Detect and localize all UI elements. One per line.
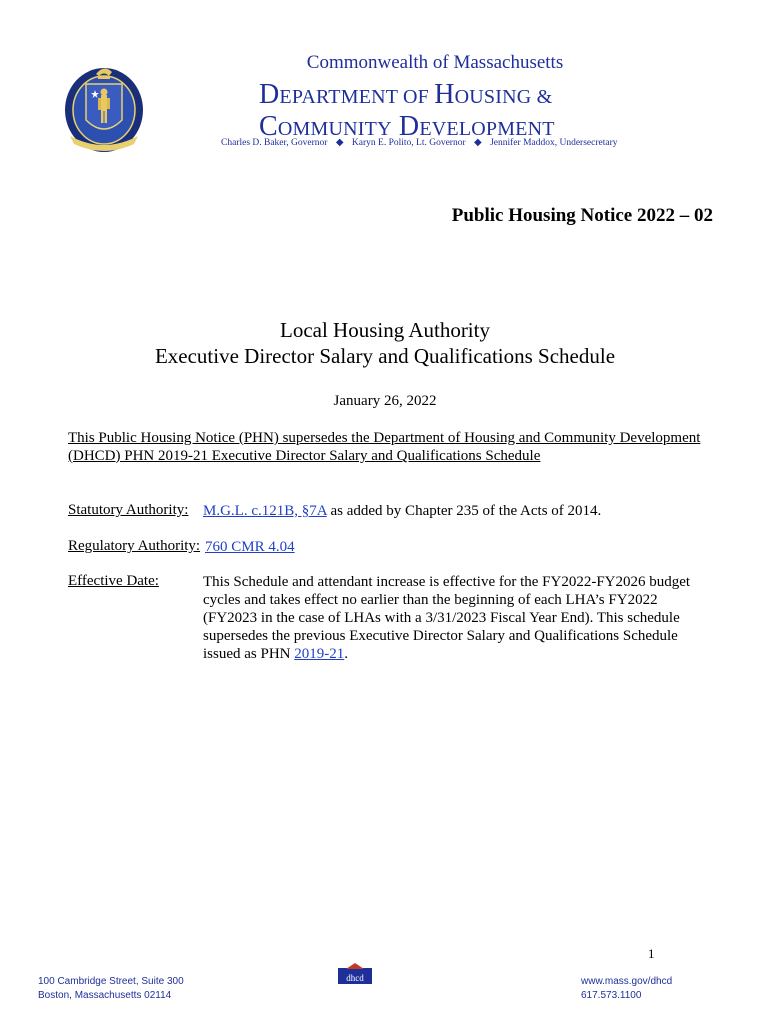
document-date: January 26, 2022 bbox=[333, 393, 437, 409]
governor-name: Charles D. Baker, Governor bbox=[221, 138, 328, 148]
phone-number: 617.573.1100 bbox=[581, 990, 642, 1001]
regulatory-authority-link[interactable]: 760 CMR 4.04 bbox=[205, 539, 295, 555]
diamond-icon: ◆ bbox=[474, 137, 482, 148]
department-name-line1: DEPARTMENT OF HOUSING & bbox=[259, 79, 553, 110]
lt-governor-name: Karyn E. Polito, Lt. Governor bbox=[351, 138, 466, 148]
notice-number: Public Housing Notice 2022 – 02 bbox=[451, 205, 713, 226]
svg-text:dhcd: dhcd bbox=[346, 973, 364, 983]
officials-line bbox=[221, 137, 618, 148]
footer-contact bbox=[581, 975, 672, 1003]
website-link[interactable]: www.mass.gov/dhcd bbox=[581, 976, 673, 987]
supersede-statement: This Public Housing Notice (PHN) supersedes the Department of Housing and Community Development (DHCD) PHN 2019-21 Executive Director Salary and Qualifications Schedule bbox=[68, 430, 701, 464]
undersecretary-name: Jennifer Maddox, Undersecretary bbox=[490, 138, 618, 148]
effective-date-label: Effective Date: bbox=[68, 573, 159, 589]
regulatory-authority-value bbox=[205, 538, 295, 556]
dhcd-logo bbox=[338, 962, 372, 984]
phn-2019-21-link[interactable]: 2019-21 bbox=[294, 646, 345, 662]
document-title-line1: Local Housing Authority bbox=[280, 318, 490, 342]
page-number: 1 bbox=[648, 946, 655, 961]
footer-address: 100 Cambridge Street, Suite 300 Boston, Massachusetts 02114 bbox=[38, 976, 184, 1001]
regulatory-authority-label: Regulatory Authority: bbox=[68, 538, 201, 554]
statutory-authority-value: M.G.L. c.121B, §7A as added by Chapter 235 of the Acts of 2014. bbox=[203, 503, 602, 519]
statutory-authority-link[interactable]: M.G.L. c.121B, §7A bbox=[203, 503, 327, 519]
massachusetts-seal bbox=[62, 54, 146, 160]
diamond-icon: ◆ bbox=[335, 137, 344, 148]
commonwealth-heading: Commonwealth of Massachusetts bbox=[306, 52, 564, 73]
statutory-authority-label: Statutory Authority: bbox=[68, 502, 189, 518]
document-title-line2: Executive Director Salary and Qualifications Schedule bbox=[154, 344, 616, 368]
department-name-line2: COMMUNITY DEVELOPMENT bbox=[259, 111, 555, 142]
department-name bbox=[259, 80, 555, 144]
effective-date-text: This Schedule and attendant increase is effective for the FY2022-FY2026 budget cycles and takes effect no earlier than the beginning of each LHA’s FY2022 (FY2023 in the case of LHAs with a 3/31/2023 Fiscal Year End). This schedule supersedes the previous Executive Director Salary and Qualifications Schedule issued as PHN 2019-21. bbox=[203, 574, 691, 662]
